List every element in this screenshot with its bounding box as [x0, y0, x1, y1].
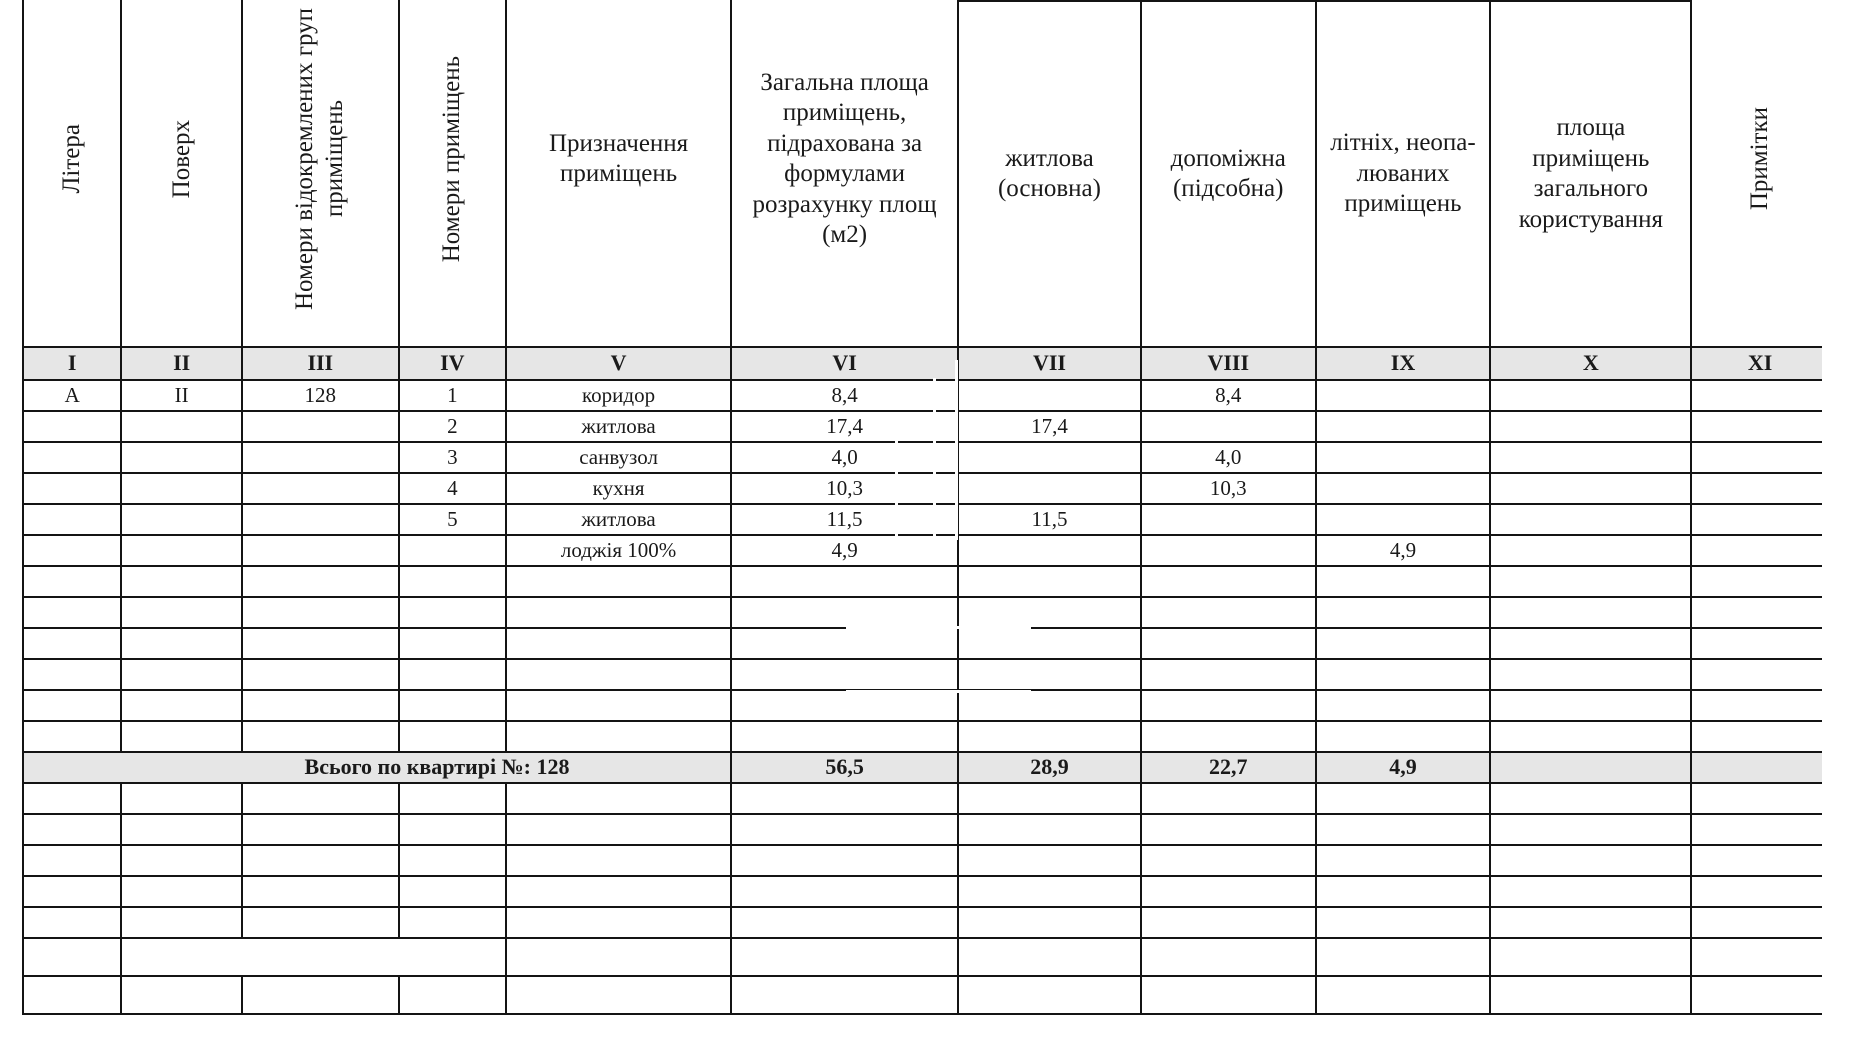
cell-summer [1316, 411, 1491, 442]
empty-row [23, 566, 1829, 597]
cell-summer [1316, 380, 1491, 411]
empty-row [23, 783, 1829, 814]
roman-label: VII [958, 347, 1141, 380]
table-row [23, 380, 1829, 411]
table-row [23, 411, 1829, 442]
cell-living [958, 473, 1141, 504]
cell-summer [1316, 504, 1491, 535]
cell-living: 17,4 [958, 411, 1141, 442]
cell-group [242, 442, 399, 473]
cell-total: 4,9 [731, 535, 958, 566]
cell-litera: А [23, 380, 121, 411]
cell-room-number: 3 [399, 442, 506, 473]
cell-notes [1691, 411, 1829, 442]
cell-common [1490, 535, 1691, 566]
cell-total: 8,4 [731, 380, 958, 411]
cell-floor [121, 473, 242, 504]
header-group-numbers-line2: приміщень [321, 100, 349, 218]
cell-purpose: коридор [506, 380, 731, 411]
roman-label: X [1490, 347, 1691, 380]
cell-room-number: 2 [399, 411, 506, 442]
cell-room-number: 5 [399, 504, 506, 535]
empty-row [23, 659, 1829, 690]
cell-purpose: лоджія 100% [506, 535, 731, 566]
empty-row [23, 597, 1829, 628]
cell-purpose: кухня [506, 473, 731, 504]
roman-label: I [23, 347, 121, 380]
total-aux-sum: 22,7 [1141, 752, 1316, 783]
cell-aux [1141, 411, 1316, 442]
cell-total: 4,0 [731, 442, 958, 473]
cell-group [242, 504, 399, 535]
total-row [23, 752, 1829, 783]
cell-floor [121, 504, 242, 535]
table-row [23, 442, 1829, 473]
cell-summer [1316, 442, 1491, 473]
cell-group [242, 535, 399, 566]
cell-group: 128 [242, 380, 399, 411]
cell-total: 10,3 [731, 473, 958, 504]
roman-label: III [242, 347, 399, 380]
header-room-numbers: Номери приміщень [399, 0, 506, 347]
watermark-stroke [933, 378, 936, 538]
cell-common [1490, 411, 1691, 442]
cell-common [1490, 442, 1691, 473]
cell-summer: 4,9 [1316, 535, 1491, 566]
cell-notes [1691, 535, 1829, 566]
right-margin [1822, 0, 1850, 1040]
empty-row [23, 814, 1829, 845]
header-common: площа приміщень загального користування [1490, 1, 1691, 347]
cell-aux [1141, 504, 1316, 535]
table-row [23, 504, 1829, 535]
header-poverkh: Поверх [121, 0, 242, 347]
cell-common [1490, 380, 1691, 411]
empty-row [23, 721, 1829, 752]
header-auxiliary: допоміжна (підсобна) [1141, 1, 1316, 347]
cell-purpose: житлова [506, 411, 731, 442]
cell-common [1490, 504, 1691, 535]
cell-floor [121, 442, 242, 473]
header-notes: Примітки [1691, 0, 1829, 347]
cell-purpose: житлова [506, 504, 731, 535]
header-total-area: Загальна площа приміщень, підрахована за формулами розрахунку площ (м2) [731, 0, 958, 347]
cell-aux: 10,3 [1141, 473, 1316, 504]
total-area-sum: 56,5 [731, 752, 958, 783]
cell-litera [23, 504, 121, 535]
cell-litera [23, 473, 121, 504]
roman-label: V [506, 347, 731, 380]
cell-notes [1691, 380, 1829, 411]
roman-label: VIII [1141, 347, 1316, 380]
roman-label: II [121, 347, 242, 380]
header-living: житлова (основна) [958, 1, 1141, 347]
cell-room-number: 1 [399, 380, 506, 411]
cell-litera [23, 535, 121, 566]
cell-notes [1691, 504, 1829, 535]
roman-label: IV [399, 347, 506, 380]
cell-common [1490, 473, 1691, 504]
cell-aux [1141, 535, 1316, 566]
total-notes [1691, 752, 1829, 783]
watermark-stroke [895, 425, 898, 555]
roman-label: XI [1691, 347, 1829, 380]
table-row [23, 473, 1829, 504]
header-summer: літніх, неопа-люваних приміщень [1316, 1, 1491, 347]
cell-litera [23, 411, 121, 442]
cell-aux: 4,0 [1141, 442, 1316, 473]
total-label: Всього по квартирі №: [304, 754, 532, 780]
empty-row [23, 690, 1829, 721]
empty-row [23, 907, 1829, 938]
header-group-numbers [242, 0, 399, 347]
roman-label: VI [731, 347, 958, 380]
total-common-sum [1490, 752, 1691, 783]
watermark-stroke [846, 690, 1031, 693]
cell-litera [23, 442, 121, 473]
header-litera: Літера [23, 0, 121, 347]
cell-living: 11,5 [958, 504, 1141, 535]
cell-group [242, 473, 399, 504]
watermark-stroke [846, 626, 1031, 629]
cell-total: 17,4 [731, 411, 958, 442]
empty-row [23, 876, 1829, 907]
cell-living [958, 535, 1141, 566]
cell-floor: II [121, 380, 242, 411]
header-group-numbers-line1: Номери відокремлених груп [291, 7, 319, 311]
roman-label: IX [1316, 347, 1491, 380]
table-row [23, 535, 1829, 566]
empty-row [23, 976, 1829, 1014]
cell-total: 11,5 [731, 504, 958, 535]
header-purpose: Призначення приміщень [506, 0, 731, 347]
roman-numerals-row [23, 347, 1829, 380]
cell-notes [1691, 442, 1829, 473]
cell-notes [1691, 473, 1829, 504]
cell-living [958, 380, 1141, 411]
cell-living [958, 442, 1141, 473]
cell-summer [1316, 473, 1491, 504]
cell-room-number: 4 [399, 473, 506, 504]
area-table [22, 0, 1830, 1015]
total-summer-sum: 4,9 [1316, 752, 1491, 783]
total-living-sum: 28,9 [958, 752, 1141, 783]
empty-row [23, 938, 1829, 976]
total-apartment-number: 128 [536, 754, 570, 780]
cell-group [242, 411, 399, 442]
cell-floor [121, 411, 242, 442]
cell-aux: 8,4 [1141, 380, 1316, 411]
total-label-cell [23, 752, 731, 783]
cell-room-number [399, 535, 506, 566]
watermark-stroke [955, 360, 958, 540]
cell-floor [121, 535, 242, 566]
cell-purpose: санвузол [506, 442, 731, 473]
empty-row [23, 628, 1829, 659]
empty-row [23, 845, 1829, 876]
